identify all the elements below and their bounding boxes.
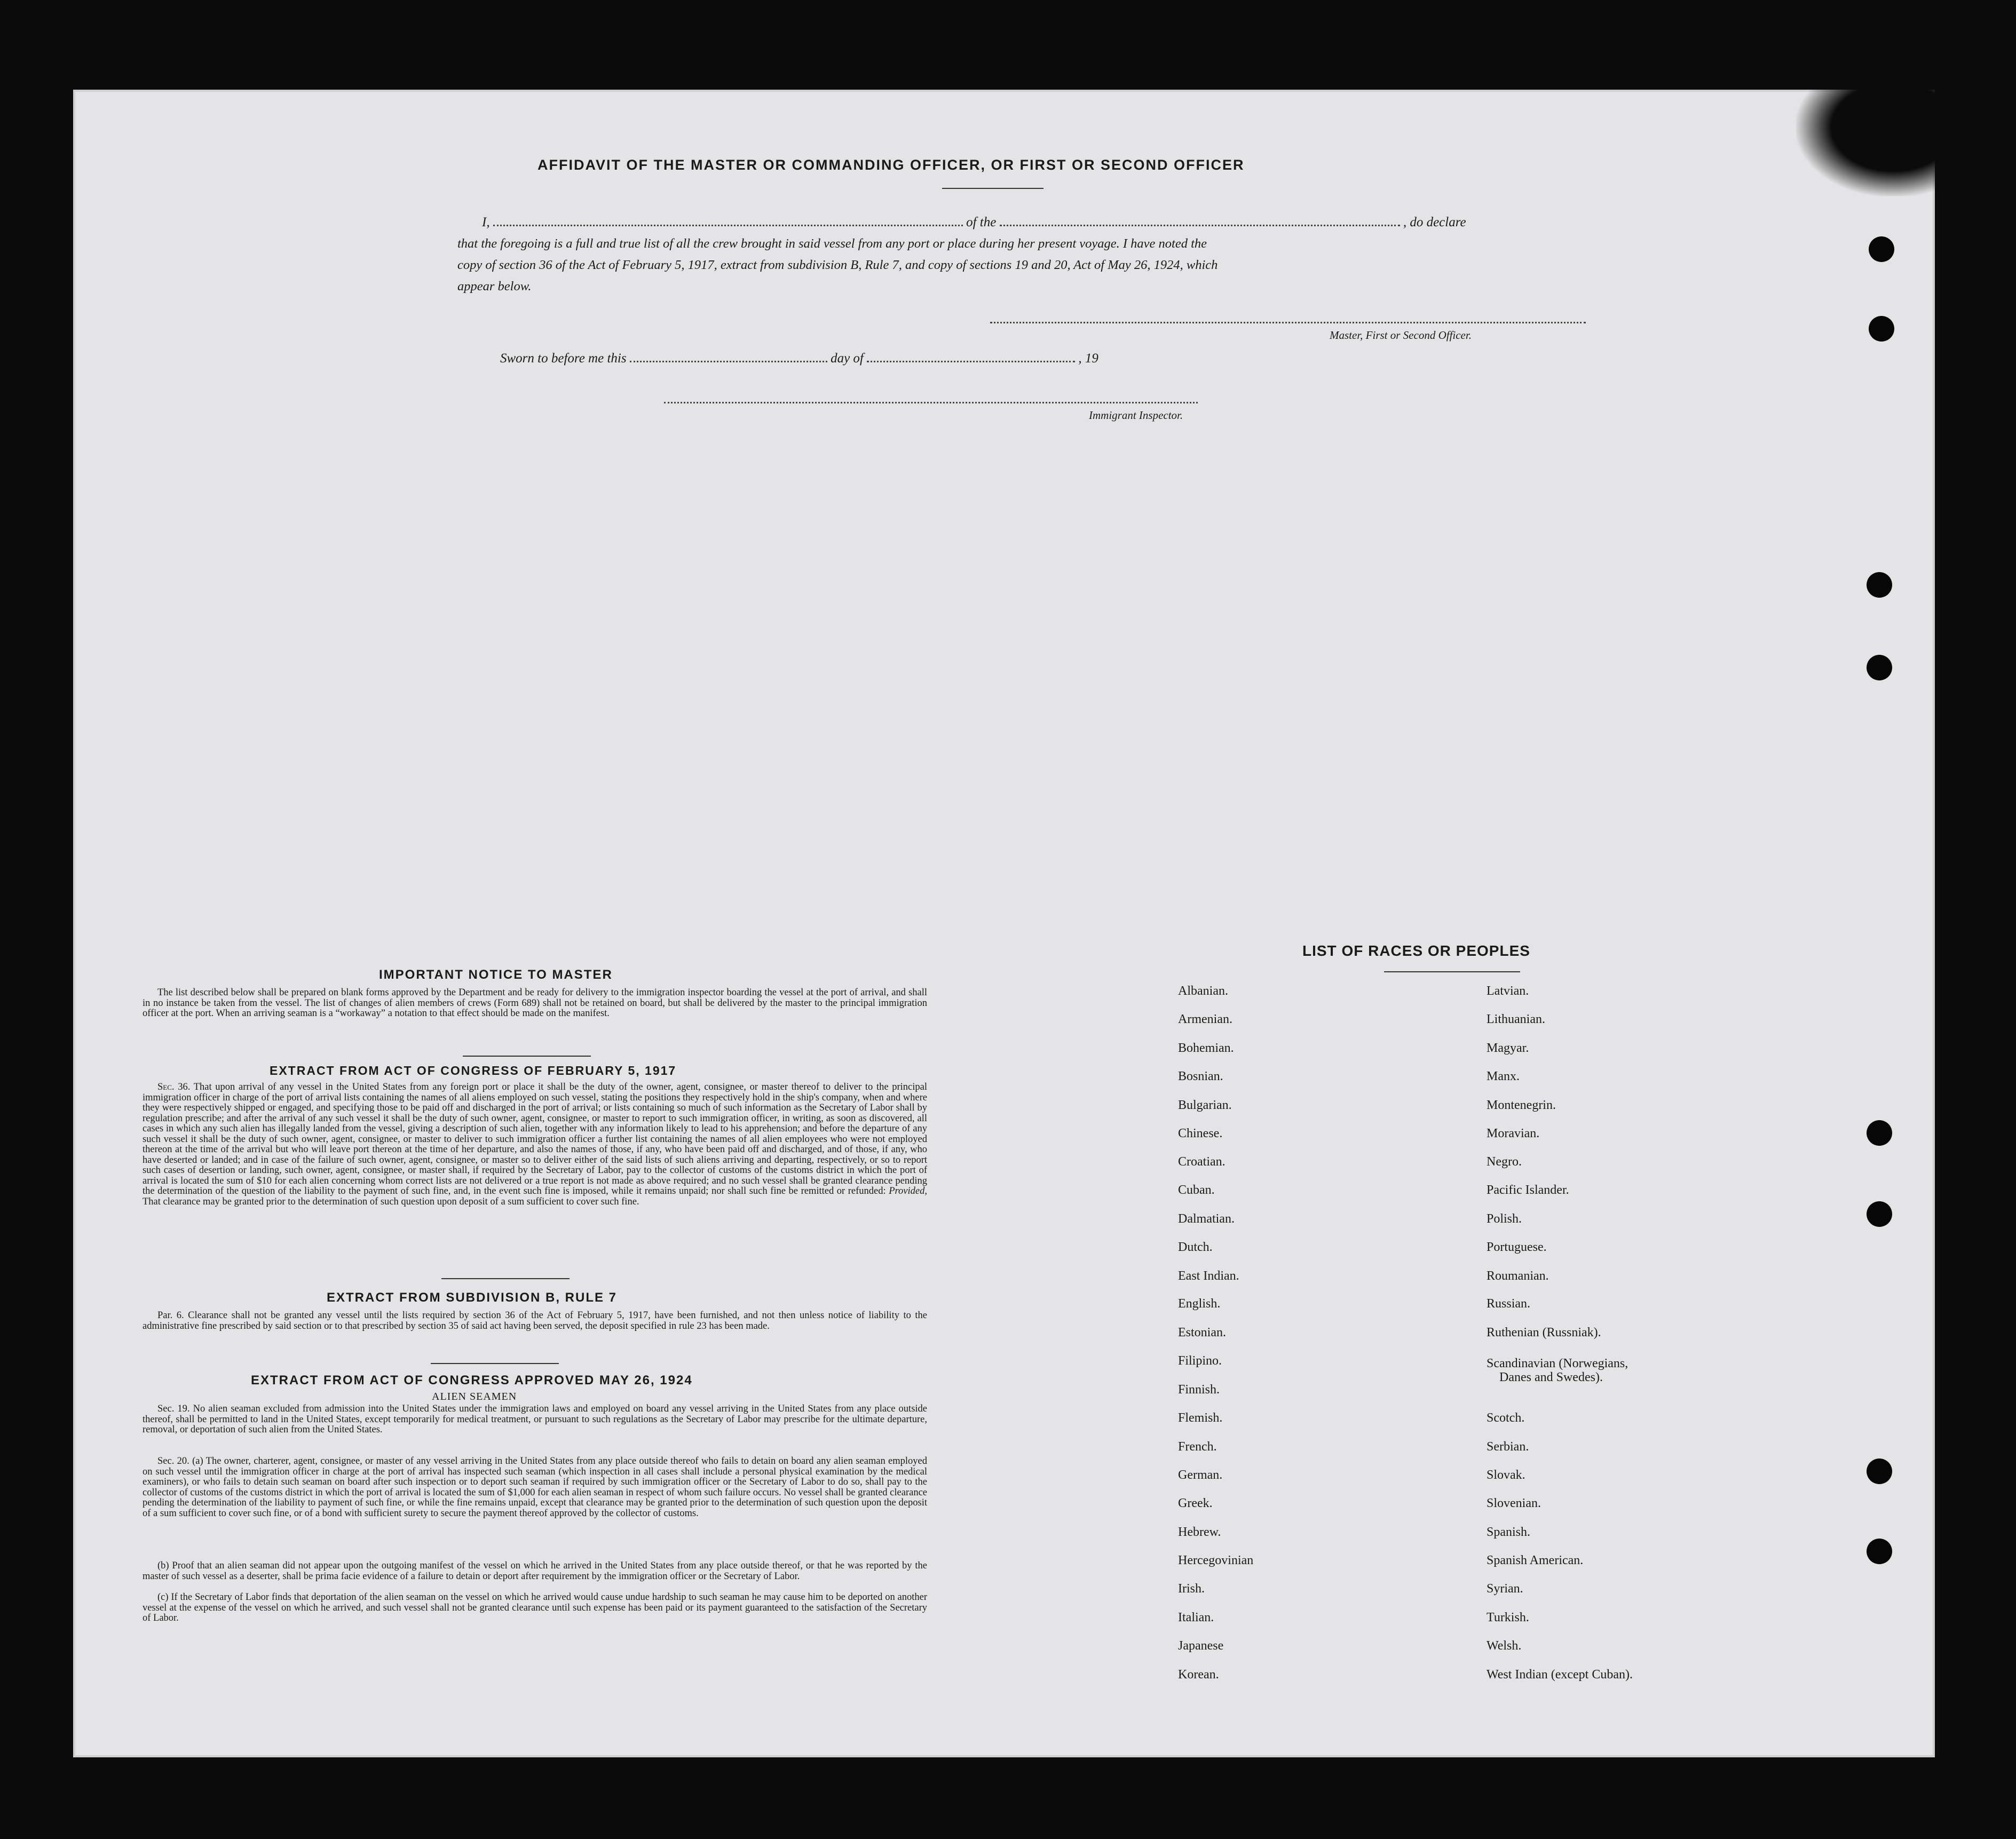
day-of-label: day of (831, 351, 864, 366)
extract-1917-title: EXTRACT FROM ACT OF CONGRESS OF FEBRUARY 5, 1917 (270, 1064, 677, 1077)
race-left-item: English. (1178, 1297, 1221, 1311)
race-left-item: Filipino. (1178, 1354, 1222, 1368)
race-right-item: Welsh. (1487, 1639, 1522, 1653)
rule-7-text: Par. 6. Clearance shall not be granted any vessel until the lists required by section 36 of the Act of February 5, 1917, have been furnished, and not then unless notice of liability to the administrative fine prescribed by said section or to that prescribed by section 35 of said act having been served, the deposit specified in rule 23 has been made. (143, 1310, 927, 1331)
declarant-i-label: I, (482, 215, 490, 229)
affidavit-title: AFFIDAVIT OF THE MASTER OR COMMANDING OFFICER, OR FIRST OR SECOND OFFICER (537, 157, 1245, 173)
inspector-signature-line[interactable] (664, 402, 1198, 403)
punch-hole (1867, 572, 1892, 598)
title-rule (942, 188, 1043, 189)
race-left-item: Korean. (1178, 1668, 1219, 1682)
notice-title: IMPORTANT NOTICE TO MASTER (379, 968, 613, 982)
races-title-rule (1384, 971, 1520, 972)
race-left-item: Hercegovinian (1178, 1553, 1254, 1567)
rule-7-rule (431, 1363, 559, 1364)
race-left-item: East Indian. (1178, 1269, 1239, 1283)
race-right-item: Danes and Swedes). (1499, 1370, 1603, 1384)
punch-hole (1867, 655, 1892, 680)
race-right-item: Polish. (1487, 1212, 1522, 1226)
race-left-item: French. (1178, 1440, 1217, 1454)
race-right-item: Spanish. (1487, 1525, 1531, 1539)
race-right-item: Lithuanian. (1487, 1012, 1545, 1026)
sworn-day-field[interactable] (630, 361, 827, 362)
sworn-year-label: , 19 (1078, 351, 1098, 366)
provided-word: Provided, (889, 1186, 927, 1196)
race-left-item: Estonian. (1178, 1326, 1226, 1339)
declarant-name-field[interactable] (493, 225, 963, 226)
extract-1917-rule (441, 1278, 570, 1279)
race-right-item: Negro. (1487, 1155, 1522, 1169)
race-left-item: Bosnian. (1178, 1069, 1223, 1083)
extract-1924-title: EXTRACT FROM ACT OF CONGRESS APPROVED MAY 26, 1924 (251, 1373, 693, 1388)
punch-hole (1867, 1458, 1892, 1484)
sec-20c-text: (c) If the Secretary of Labor finds that deportation of the alien seaman on the vessel on which he arrived would cause undue hardship to such seaman he may cause him to be deported on another vessel at the expense of the vessel on which he arrived, and such vessel shall not be granted clearance until such expense has been paid or its payment guaranteed to the satisfaction of the Secretary of Labor. (143, 1592, 927, 1623)
race-left-item: Chinese. (1178, 1127, 1223, 1140)
rule-7-title: EXTRACT FROM SUBDIVISION B, RULE 7 (327, 1290, 618, 1305)
race-right-item: Ruthenian (Russniak). (1487, 1326, 1601, 1339)
race-right-item: Syrian. (1487, 1582, 1523, 1596)
do-declare-label: , do declare (1403, 215, 1466, 229)
race-right-item: Serbian. (1487, 1440, 1529, 1454)
race-left-item: Dutch. (1178, 1240, 1213, 1254)
race-right-item: Russian. (1487, 1297, 1531, 1311)
race-right-item: Montenegrin. (1487, 1098, 1556, 1112)
race-left-item: Japanese (1178, 1639, 1224, 1653)
alien-seamen-subtitle: ALIEN SEAMEN (432, 1391, 517, 1402)
declaration-line-3: copy of section 36 of the Act of February 5, 1917, extract from subdivision B, Rule 7, and copy of sections 19 and 20, Act of May 26, 1924, which (457, 258, 1218, 272)
race-left-item: Bohemian. (1178, 1041, 1234, 1055)
race-left-item: Croatian. (1178, 1155, 1226, 1169)
race-right-item: Moravian. (1487, 1127, 1540, 1140)
sworn-month-field[interactable] (867, 361, 1075, 362)
notice-text: The list described below shall be prepared on blank forms approved by the Department and be ready for delivery to the immigration inspector boarding the vessel at the port of arrival, and shall in no instance be taken from the vessel. The list of changes of alien members of crews (Form 689) shall not be retained on board, but shall be delivered by the master to the principal immigration officer at the port. When an arriving seaman is a “workaway” a notation to that effect should be made on the manifest. (143, 987, 927, 1019)
declaration-line-1 (482, 215, 1466, 230)
race-right-item: Latvian. (1487, 984, 1529, 998)
notice-rule (463, 1056, 591, 1057)
punch-hole (1867, 1120, 1892, 1146)
races-title: LIST OF RACES OR PEOPLES (1302, 942, 1530, 959)
race-left-item: Dalmatian. (1178, 1212, 1235, 1226)
race-right-item: Scotch. (1487, 1411, 1525, 1425)
form-sheet (73, 90, 1935, 1757)
race-left-item: Cuban. (1178, 1183, 1215, 1197)
declaration-line-2: that the foregoing is a full and true list of all the crew brought in said vessel from any port or place during her present voyage. I have noted the (457, 236, 1207, 251)
sec-20b-text: (b) Proof that an alien seaman did not appear upon the outgoing manifest of the vessel on which he arrived in the United States from any place outside thereof, or that he was reported by the master of such vessel as a deserter, shall be prima facie evidence of a failure to detain or deport after requirement by the immigration officer or the Secretary of Labor. (143, 1560, 927, 1582)
vessel-name-field[interactable] (1000, 225, 1400, 226)
punch-hole (1867, 1201, 1892, 1227)
race-left-item: Irish. (1178, 1582, 1205, 1596)
race-right-item: Scandinavian (Norwegians, (1487, 1357, 1628, 1370)
race-right-item: Magyar. (1487, 1041, 1529, 1055)
race-right-item: Slovenian. (1487, 1496, 1541, 1510)
race-right-item: Pacific Islander. (1487, 1183, 1569, 1197)
race-right-item: West Indian (except Cuban). (1487, 1668, 1633, 1682)
extract-1917-text (143, 1082, 927, 1207)
race-left-item: Greek. (1178, 1496, 1213, 1510)
race-left-item: Hebrew. (1178, 1525, 1221, 1539)
race-left-item: Finnish. (1178, 1383, 1220, 1397)
punch-hole (1867, 1539, 1892, 1564)
race-right-item: Spanish American. (1487, 1553, 1584, 1567)
sec-19-text: Sec. 19. No alien seaman excluded from admission into the United States under the immigration laws and employed on board any vessel arriving in the United States from any place outside thereof, shall be permitted to land in the United States, except temporarily for medical treatment, or pursuant to such regulations as the Secretary of Labor may prescribe for the ultimate departure, removal, or deportation of such alien from the United States. (143, 1404, 927, 1435)
race-left-item: Albanian. (1178, 984, 1228, 998)
master-signature-label: Master, First or Second Officer. (1330, 329, 1472, 342)
sworn-line (500, 351, 1098, 366)
race-right-item: Manx. (1487, 1069, 1520, 1083)
sec-36-body: That upon arrival of any vessel in the United States from any foreign port or place it shall be the duty of the owner, agent, consignee, or master thereof to deliver to the principal immigration officer in charge of the port of arrival lists containing the names of all aliens employed on such vessel, stating the positions they respectively hold in the ship's company, when and where they were respectively shipped or engaged, and specifying those to be paid off and discharged in the port of arrival; or lists containing so much of such information as the Secretary of Labor shall by regulation prescribe; and after the arrival of any such vessel it shall be the duty of such owner, agent, consignee, or master to report to such immigration officer, in writing, as soon as discovered, all cases in which any such alien has illegally landed from the vessel, giving a description of such alien, together with any information likely to lead to his apprehension; and before the departure of any such vessel it shall be the duty of such owner, agent, consignee, or master to deliver to such immigration officer a further list containing the names of all alien employees who were not employed thereon at the time of the arrival but who will leave port thereon at the time of her departure, and also the names of those, if any, who have been paid off and discharged, and of those, if any, who have deserted or landed; and in case of the failure of such owner, agent, consignee, or master so to deliver either of the said lists of such aliens arriving and departing, respectively, or so to report such cases of desertion or landing, such owner, agent, consignee, or master shall, if required by the Secretary of Labor, pay to the collector of customs of the customs district in which the port of arrival is located the sum of $10 for each alien concerning whom correct lists are not delivered or a true report is not made as above required; and no such vessel shall be granted clearance pending the determination of the question of the liability to the payment of such fine, and, in the event such fine is imposed, while it remains unpaid; nor shall such fine be remitted or refunded: (143, 1082, 927, 1196)
sworn-prefix-label: Sworn to before me this (500, 351, 627, 366)
race-left-item: Armenian. (1178, 1012, 1232, 1026)
sec-36-label: Sec. 36. (157, 1082, 191, 1092)
race-right-item: Roumanian. (1487, 1269, 1549, 1283)
punch-hole (1869, 316, 1894, 342)
race-right-item: Slovak. (1487, 1468, 1525, 1482)
sec-20a-text: Sec. 20. (a) The owner, charterer, agent, consignee, or master of any vessel arriving in the United States from any place outside thereof who fails to detain on board any alien seaman employed on such vessel until the immigration officer in charge at the port of arrival has inspected such seaman (which inspection in all cases shall include a personal physical examination by the medical examiners), or who fails to detain such seaman on board after such inspection or to deport such seaman if required by such immigration officer or the Secretary of Labor to do so, shall pay to the collector of customs of the customs district in which the port of arrival is located the sum of $1,000 for each alien seaman in respect of whom such failure occurs. No vessel shall be granted clearance pending the determination of the liability to payment of such fine, or while the fine remains unpaid, except that clearance may be granted prior to the determination of such question upon the deposit of a sum sufficient to cover such fine, or of a bond with sufficient surety to secure the payment thereof approved by the collector of customs. (143, 1456, 927, 1519)
inspector-label: Immigrant Inspector. (1089, 409, 1183, 422)
declaration-line-4: appear below. (457, 279, 532, 294)
race-right-item: Portuguese. (1487, 1240, 1547, 1254)
of-the-label: of the (966, 215, 997, 229)
torn-corner-stain (1796, 90, 1935, 196)
race-left-item: German. (1178, 1468, 1223, 1482)
master-signature-line[interactable] (990, 322, 1586, 323)
race-left-item: Flemish. (1178, 1411, 1223, 1425)
race-left-item: Bulgarian. (1178, 1098, 1232, 1112)
race-right-item: Turkish. (1487, 1611, 1529, 1624)
punch-hole (1869, 236, 1894, 262)
race-left-item: Italian. (1178, 1611, 1214, 1624)
sec-36-end: That clearance may be granted prior to the determination of such question upon deposit of a sum sufficient to cover such fine. (143, 1196, 639, 1207)
